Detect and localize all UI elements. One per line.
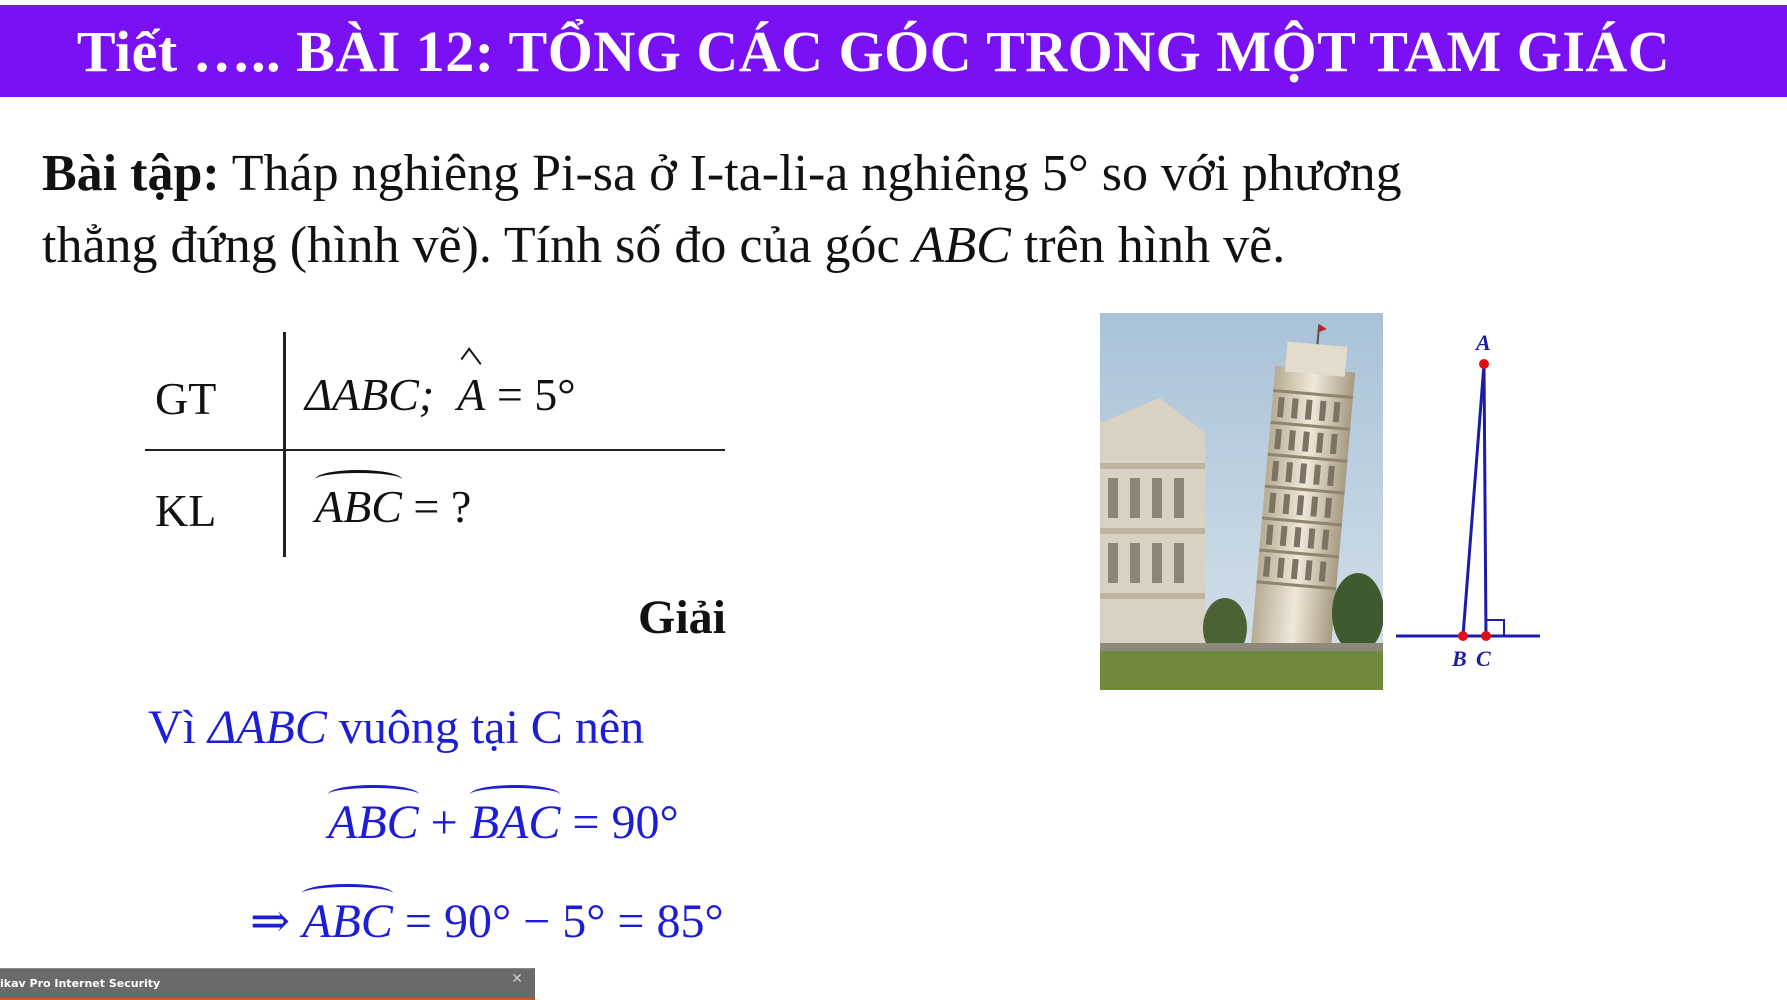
solution-line-2 (328, 795, 679, 850)
label-a: A (1476, 330, 1491, 355)
solution-line-1 (148, 700, 644, 755)
side-ac (1484, 364, 1486, 636)
solution-line1-start: Vì (148, 701, 208, 754)
solution-line3-equals: = 90° − 5° = 85° (392, 895, 724, 948)
label-b: B (1452, 646, 1467, 671)
triangle-diagram (1392, 320, 1542, 680)
label-c: C (1476, 646, 1491, 671)
problem-angle-name: ABC (912, 217, 1011, 274)
given-conclusion-table (145, 332, 725, 557)
solution-line2-plus: + (418, 796, 470, 849)
table-vertical-divider (283, 332, 286, 557)
side-ab (1463, 364, 1484, 636)
gt-label: GT (155, 373, 217, 424)
solution-line2-equals: = 90° (560, 796, 679, 849)
problem-text-line2-end: trên hình vẽ. (1010, 217, 1286, 274)
gt-triangle: ΔABC; (305, 369, 435, 420)
kl-angle-abc: ABC (315, 481, 402, 532)
kl-question: = ? (401, 481, 472, 532)
solution-line1-end: vuông tại C nên (326, 701, 645, 754)
gt-angle-a: A (457, 369, 486, 420)
gt-angle-value: = 5° (485, 369, 576, 420)
solution-line1-triangle: ΔABC (208, 701, 327, 754)
kl-value (315, 480, 471, 533)
problem-text-line1: Tháp nghiêng Pi-sa ở I-ta-li-a nghiêng 5° so với phương (219, 145, 1402, 202)
solution-line3-angle-abc: ABC (302, 895, 393, 948)
point-c (1481, 631, 1491, 641)
solution-heading: Giải (638, 591, 727, 644)
leaning-tower-illustration (1100, 313, 1383, 690)
close-icon[interactable]: ✕ (511, 971, 523, 987)
leaning-tower-photo (1100, 313, 1383, 690)
table-horizontal-divider (145, 449, 725, 451)
slide-title: Tiết ….. BÀI 12: TỔNG CÁC GÓC TRONG MỘT TAM GIÁC (76, 18, 1671, 84)
problem-text-line2-start: thẳng đứng (hình vẽ). Tính số đo của góc (42, 217, 913, 274)
solution-line2-angle-abc: ABC (328, 796, 419, 849)
solution-line2-angle-bac: BAC (469, 796, 561, 849)
notification-text: ikav Pro Internet Security (0, 977, 161, 990)
kl-label: KL (155, 485, 217, 536)
point-b (1458, 631, 1468, 641)
point-a (1479, 359, 1489, 369)
implies-symbol: ⇒ (250, 895, 303, 948)
problem-label: Bài tập: (42, 145, 220, 202)
title-bar (0, 5, 1787, 97)
gt-value (305, 368, 576, 421)
problem-statement (42, 138, 1602, 282)
antivirus-notification[interactable] (0, 968, 535, 1000)
solution-line-3 (250, 893, 724, 949)
